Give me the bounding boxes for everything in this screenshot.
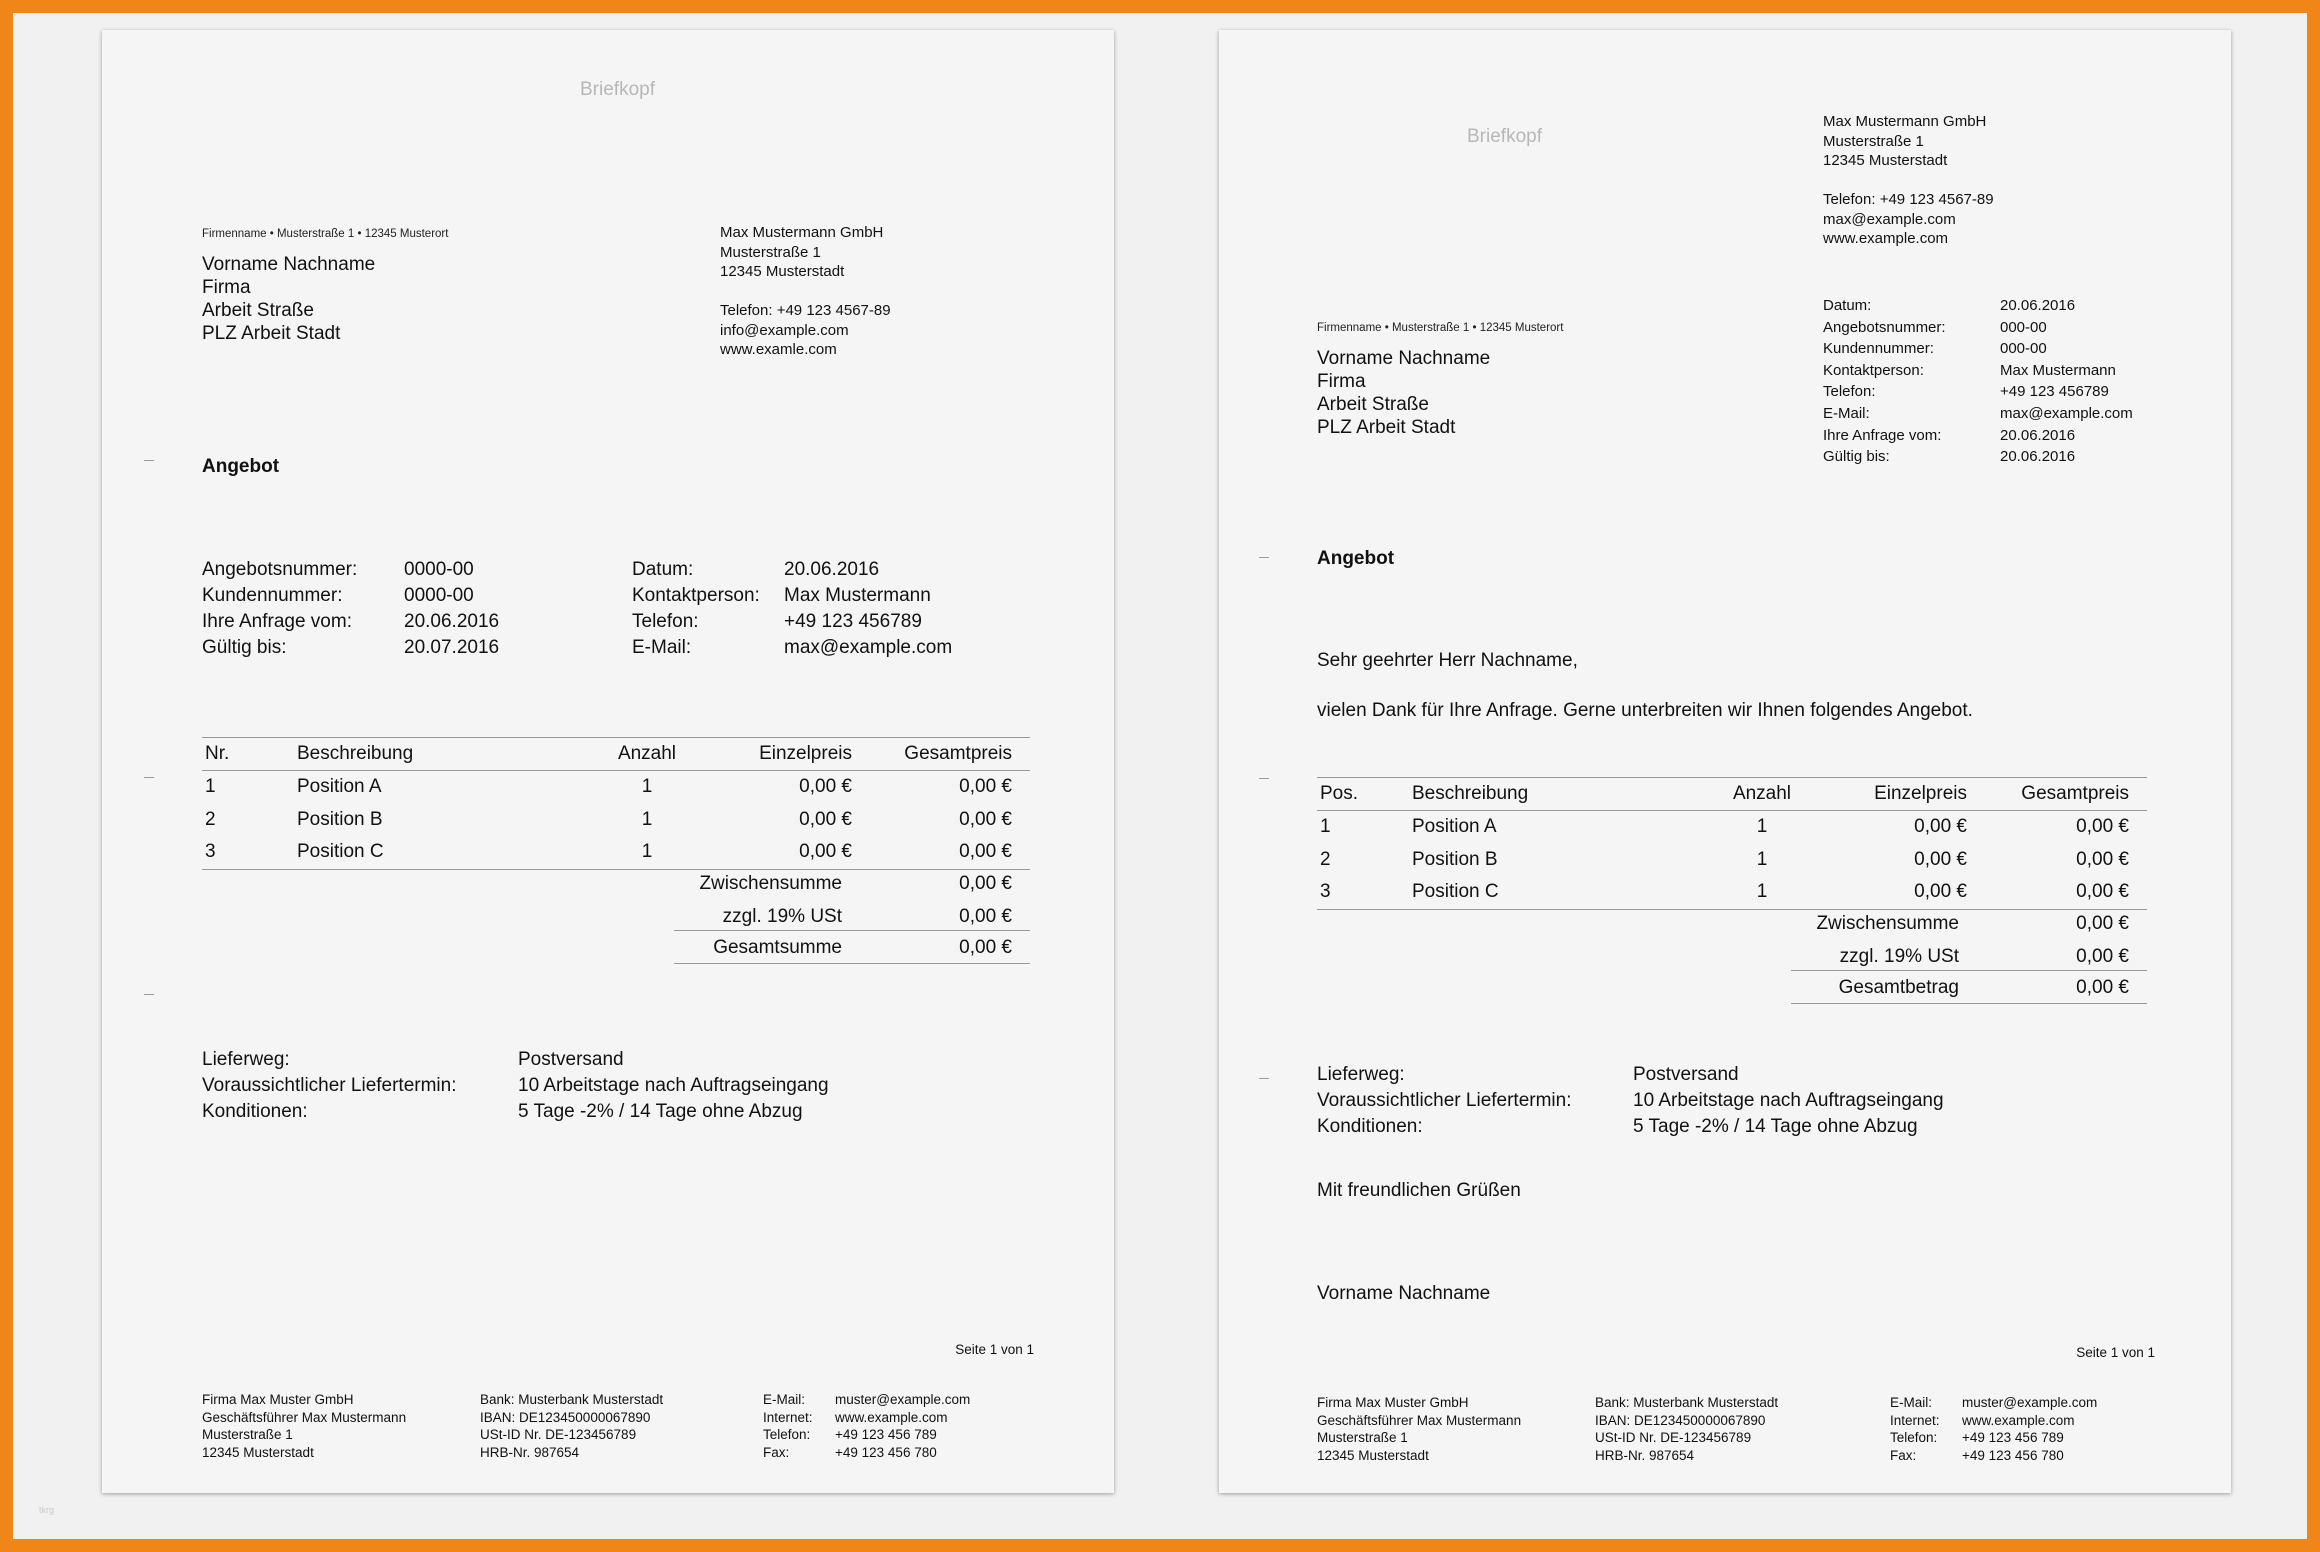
value-valid-until: 20.07.2016 <box>404 637 500 658</box>
footer-website: www.example.com <box>835 1409 948 1425</box>
header-nr: Nr. <box>202 738 297 771</box>
offer-details <box>1823 295 2180 468</box>
positions-table <box>202 737 1030 870</box>
cell-quantity: 1 <box>1707 876 1817 909</box>
value-email: max@example.com <box>784 637 953 658</box>
footer-line: IBAN: DE123450000067890 <box>1595 1412 1766 1428</box>
offer-info-left <box>202 557 564 661</box>
document-title: Angebot <box>202 456 280 477</box>
letterhead-placeholder: Briefkopf <box>580 79 655 100</box>
company-city: 12345 Musterstadt <box>1823 152 1948 169</box>
company-email: info@example.com <box>720 321 849 339</box>
value-contact-person: Max Mustermann <box>2000 361 2116 379</box>
footer-contact <box>1890 1394 2097 1465</box>
label-offer-number: Angebotsnummer: <box>1823 318 1946 336</box>
footer-label: Internet: <box>1890 1412 1940 1428</box>
footer-bank <box>480 1391 663 1462</box>
header-description: Beschreibung <box>1412 778 1707 811</box>
footer-line: USt-ID Nr. DE-123456789 <box>480 1427 637 1443</box>
cell-unit-price: 0,00 € <box>1817 876 1967 909</box>
vat-label: zzgl. 19% USt <box>1839 946 1959 967</box>
cell-nr: 2 <box>205 808 216 830</box>
footer-label: Fax: <box>763 1445 790 1461</box>
fold-mark <box>144 777 154 778</box>
cell-total-price: 0,00 € <box>959 776 1012 798</box>
cell-pos: 3 <box>1317 876 1412 909</box>
header-unit-price: Einzelpreis <box>702 738 852 771</box>
table-header-row <box>202 738 1030 771</box>
value-inquiry-date: 20.06.2016 <box>404 611 500 632</box>
cell-description: Position A <box>1412 816 1497 838</box>
label-inquiry-date: Ihre Anfrage vom: <box>202 611 352 632</box>
recipient-name: Vorname Nachname <box>1317 348 1491 369</box>
label-delivery-date: Voraussichtlicher Liefertermin: <box>202 1075 457 1096</box>
value-customer-number: 000-00 <box>2000 340 2047 358</box>
header-description: Beschreibung <box>297 738 592 771</box>
recipient-city: PLZ Arbeit Stadt <box>202 323 341 344</box>
recipient-city: PLZ Arbeit Stadt <box>1317 417 1456 438</box>
company-address <box>1823 112 1986 171</box>
label-contact-person: Kontaktperson: <box>632 585 760 606</box>
cell-quantity: 1 <box>1756 816 1768 838</box>
fold-mark <box>1259 778 1269 779</box>
signature-name: Vorname Nachname <box>1317 1283 1491 1304</box>
header-total-price: Gesamtpreis <box>852 738 1030 771</box>
footer-line: 12345 Musterstadt <box>1317 1448 1429 1464</box>
cell-total-price: 0,00 € <box>1967 876 2147 909</box>
label-offer-number: Angebotsnummer: <box>202 559 358 580</box>
cell-unit-price: 0,00 € <box>799 776 852 798</box>
footer-company <box>1317 1394 1521 1465</box>
value-offer-number: 0000-00 <box>404 559 474 580</box>
value-conditions: 5 Tage -2% / 14 Tage ohne Abzug <box>1633 1116 1918 1137</box>
cell-pos: 1 <box>1320 816 1331 838</box>
fold-mark <box>1259 557 1269 558</box>
salutation: Sehr geehrter Herr Nachname, <box>1317 650 1578 671</box>
vat-label: zzgl. 19% USt <box>722 906 842 927</box>
totals-divider <box>1791 970 2147 971</box>
footer-contact <box>763 1391 970 1462</box>
header-quantity: Anzahl <box>592 738 702 771</box>
subtotal-value: 0,00 € <box>2076 913 2129 934</box>
cell-description: Position B <box>1412 848 1498 870</box>
watermark: tkrg <box>39 1505 55 1515</box>
delivery-terms <box>202 1047 878 1125</box>
value-contact-person: Max Mustermann <box>784 585 931 606</box>
footer-label: Fax: <box>1890 1448 1917 1464</box>
header-pos: Pos. <box>1317 778 1412 811</box>
value-delivery-date: 10 Arbeitstage nach Auftragseingang <box>1633 1090 1944 1111</box>
vat-value: 0,00 € <box>959 906 1012 927</box>
label-delivery-date: Voraussichtlicher Liefertermin: <box>1317 1090 1572 1111</box>
page-number: Seite 1 von 1 <box>2076 1345 2155 1360</box>
label-customer-number: Kundennummer: <box>202 585 343 606</box>
totals-divider <box>674 963 1030 964</box>
footer-website: www.example.com <box>1962 1412 2075 1428</box>
background-area <box>13 13 2307 1539</box>
company-contact <box>720 301 891 360</box>
footer-phone: +49 123 456 789 <box>1962 1430 2064 1446</box>
value-date: 20.06.2016 <box>784 559 880 580</box>
cell-total-price: 0,00 € <box>2076 848 2129 870</box>
cell-unit-price: 0,00 € <box>799 808 852 830</box>
offer-info-right <box>632 557 1014 661</box>
cell-description: Position A <box>297 776 382 798</box>
footer-label: E-Mail: <box>763 1392 806 1407</box>
recipient-address <box>202 253 375 345</box>
totals-divider <box>674 930 1030 931</box>
grand-total-label: Gesamtbetrag <box>1838 977 1959 998</box>
company-contact <box>1823 190 1994 249</box>
value-date: 20.06.2016 <box>2000 297 2076 314</box>
footer-line: HRB-Nr. 987654 <box>1595 1448 1695 1464</box>
label-phone: Telefon: <box>1823 383 1876 401</box>
cell-unit-price: 0,00 € <box>702 836 852 869</box>
company-email: max@example.com <box>1823 210 1956 228</box>
footer-email: muster@example.com <box>835 1392 971 1407</box>
label-shipping: Lieferweg: <box>202 1049 290 1070</box>
table-header-row <box>1317 778 2147 811</box>
label-phone: Telefon: <box>632 611 699 632</box>
footer-fax: +49 123 456 780 <box>835 1445 937 1461</box>
totals-block <box>1791 913 2147 1028</box>
cell-nr: 3 <box>202 836 297 869</box>
sender-line: Firmenname • Musterstraße 1 • 12345 Musterort <box>202 228 449 240</box>
company-website: www.example.com <box>1823 230 1949 247</box>
footer-label: Telefon: <box>763 1427 811 1443</box>
totals-divider <box>1791 1003 2147 1004</box>
fold-mark <box>144 994 154 995</box>
value-phone: +49 123 456789 <box>784 611 922 632</box>
document-title: Angebot <box>1317 548 1395 569</box>
cell-quantity: 1 <box>1756 848 1768 870</box>
label-valid-until: Gültig bis: <box>1823 448 1890 466</box>
value-inquiry-date: 20.06.2016 <box>2000 426 2076 444</box>
cell-description: Position C <box>1412 876 1707 909</box>
footer-label: Telefon: <box>1890 1430 1938 1446</box>
label-conditions: Konditionen: <box>1317 1116 1423 1137</box>
label-email: E-Mail: <box>1823 404 1870 422</box>
closing-text: Mit freundlichen Grüßen <box>1317 1180 1521 1201</box>
label-conditions: Konditionen: <box>202 1101 308 1122</box>
footer-line: Musterstraße 1 <box>202 1427 293 1443</box>
footer-line: IBAN: DE123450000067890 <box>480 1409 651 1425</box>
footer-fax: +49 123 456 780 <box>1962 1448 2064 1464</box>
cell-quantity: 1 <box>641 776 653 798</box>
value-conditions: 5 Tage -2% / 14 Tage ohne Abzug <box>518 1101 803 1122</box>
cell-total-price: 0,00 € <box>2076 816 2129 838</box>
recipient-street: Arbeit Straße <box>1317 394 1429 415</box>
cell-total-price: 0,00 € <box>852 836 1030 869</box>
table-row <box>1317 876 2147 909</box>
company-street: Musterstraße 1 <box>1823 132 1924 150</box>
grand-total-value: 0,00 € <box>959 937 1012 958</box>
table-row <box>202 771 1030 804</box>
recipient-name: Vorname Nachname <box>202 254 376 275</box>
recipient-company: Firma <box>1317 371 1366 392</box>
company-phone: Telefon: +49 123 4567-89 <box>720 302 891 319</box>
header-unit-price: Einzelpreis <box>1817 778 1967 811</box>
header-quantity: Anzahl <box>1707 778 1817 811</box>
fold-mark <box>1259 1078 1269 1079</box>
company-website: www.examle.com <box>720 341 837 358</box>
delivery-terms <box>1317 1062 1993 1140</box>
value-offer-number: 000-00 <box>2000 318 2047 336</box>
value-phone: +49 123 456789 <box>2000 383 2109 401</box>
subtotal-value: 0,00 € <box>959 873 1012 894</box>
cell-pos: 2 <box>1320 848 1331 870</box>
value-email: max@example.com <box>2000 404 2133 422</box>
cell-unit-price: 0,00 € <box>1914 848 1967 870</box>
grand-total-label: Gesamtsumme <box>713 937 842 958</box>
label-customer-number: Kundennummer: <box>1823 340 1934 358</box>
footer-phone: +49 123 456 789 <box>835 1427 937 1443</box>
company-name: Max Mustermann GmbH <box>1823 113 1987 130</box>
value-shipping: Postversand <box>1633 1064 1739 1085</box>
sender-line: Firmenname • Musterstraße 1 • 12345 Musterort <box>1317 322 1564 334</box>
intro-text: vielen Dank für Ihre Anfrage. Gerne unterbreiten wir Ihnen folgendes Angebot. <box>1317 700 1973 721</box>
cell-quantity: 1 <box>592 836 702 869</box>
company-name: Max Mustermann GmbH <box>720 224 884 241</box>
document-page-1 <box>102 30 1114 1493</box>
label-contact-person: Kontaktperson: <box>1823 361 1924 379</box>
cell-quantity: 1 <box>641 808 653 830</box>
label-date: Datum: <box>1823 297 1872 314</box>
subtotal-label: Zwischensumme <box>699 873 842 894</box>
label-email: E-Mail: <box>632 637 692 658</box>
header-total-price: Gesamtpreis <box>1967 778 2147 811</box>
cell-unit-price: 0,00 € <box>1914 816 1967 838</box>
value-customer-number: 0000-00 <box>404 585 474 606</box>
label-valid-until: Gültig bis: <box>202 637 287 658</box>
footer-line: 12345 Musterstadt <box>202 1445 314 1461</box>
company-address <box>720 223 883 282</box>
table-row <box>1317 811 2147 844</box>
footer-company <box>202 1391 406 1462</box>
value-delivery-date: 10 Arbeitstage nach Auftragseingang <box>518 1075 829 1096</box>
fold-mark <box>144 460 154 461</box>
recipient-address <box>1317 347 1490 439</box>
document-page-2 <box>1219 30 2231 1493</box>
company-city: 12345 Musterstadt <box>720 263 845 280</box>
footer-line: Firma Max Muster GmbH <box>202 1392 354 1407</box>
footer-line: Bank: Musterbank Musterstadt <box>1595 1395 1779 1410</box>
footer-label: E-Mail: <box>1890 1395 1933 1410</box>
cell-description: Position B <box>297 808 383 830</box>
label-date: Datum: <box>632 559 694 580</box>
label-inquiry-date: Ihre Anfrage vom: <box>1823 426 1942 444</box>
cell-nr: 1 <box>205 776 216 798</box>
recipient-company: Firma <box>202 277 251 298</box>
footer-email: muster@example.com <box>1962 1395 2098 1410</box>
totals-block <box>674 873 1030 988</box>
footer-line: Geschäftsführer Max Mustermann <box>1317 1412 1522 1428</box>
recipient-street: Arbeit Straße <box>202 300 314 321</box>
table-row <box>1317 844 2147 877</box>
letterhead-placeholder: Briefkopf <box>1467 126 1542 147</box>
footer-line: Bank: Musterbank Musterstadt <box>480 1392 664 1407</box>
footer-line: Geschäftsführer Max Mustermann <box>202 1409 407 1425</box>
vat-value: 0,00 € <box>2076 946 2129 967</box>
footer-line: Musterstraße 1 <box>1317 1430 1408 1446</box>
table-row <box>202 804 1030 837</box>
value-valid-until: 20.06.2016 <box>2000 448 2076 466</box>
label-shipping: Lieferweg: <box>1317 1064 1405 1085</box>
footer-line: USt-ID Nr. DE-123456789 <box>1595 1430 1752 1446</box>
grand-total-value: 0,00 € <box>2076 977 2129 998</box>
footer-line: HRB-Nr. 987654 <box>480 1445 580 1461</box>
subtotal-label: Zwischensumme <box>1816 913 1959 934</box>
positions-table <box>1317 777 2147 910</box>
page-number: Seite 1 von 1 <box>955 1342 1034 1357</box>
company-phone: Telefon: +49 123 4567-89 <box>1823 191 1994 208</box>
company-street: Musterstraße 1 <box>720 243 821 261</box>
footer-label: Internet: <box>763 1409 813 1425</box>
footer-bank <box>1595 1394 1778 1465</box>
cell-total-price: 0,00 € <box>959 808 1012 830</box>
footer-line: Firma Max Muster GmbH <box>1317 1395 1469 1410</box>
cell-description: Position C <box>297 836 592 869</box>
table-row <box>202 836 1030 869</box>
value-shipping: Postversand <box>518 1049 624 1070</box>
